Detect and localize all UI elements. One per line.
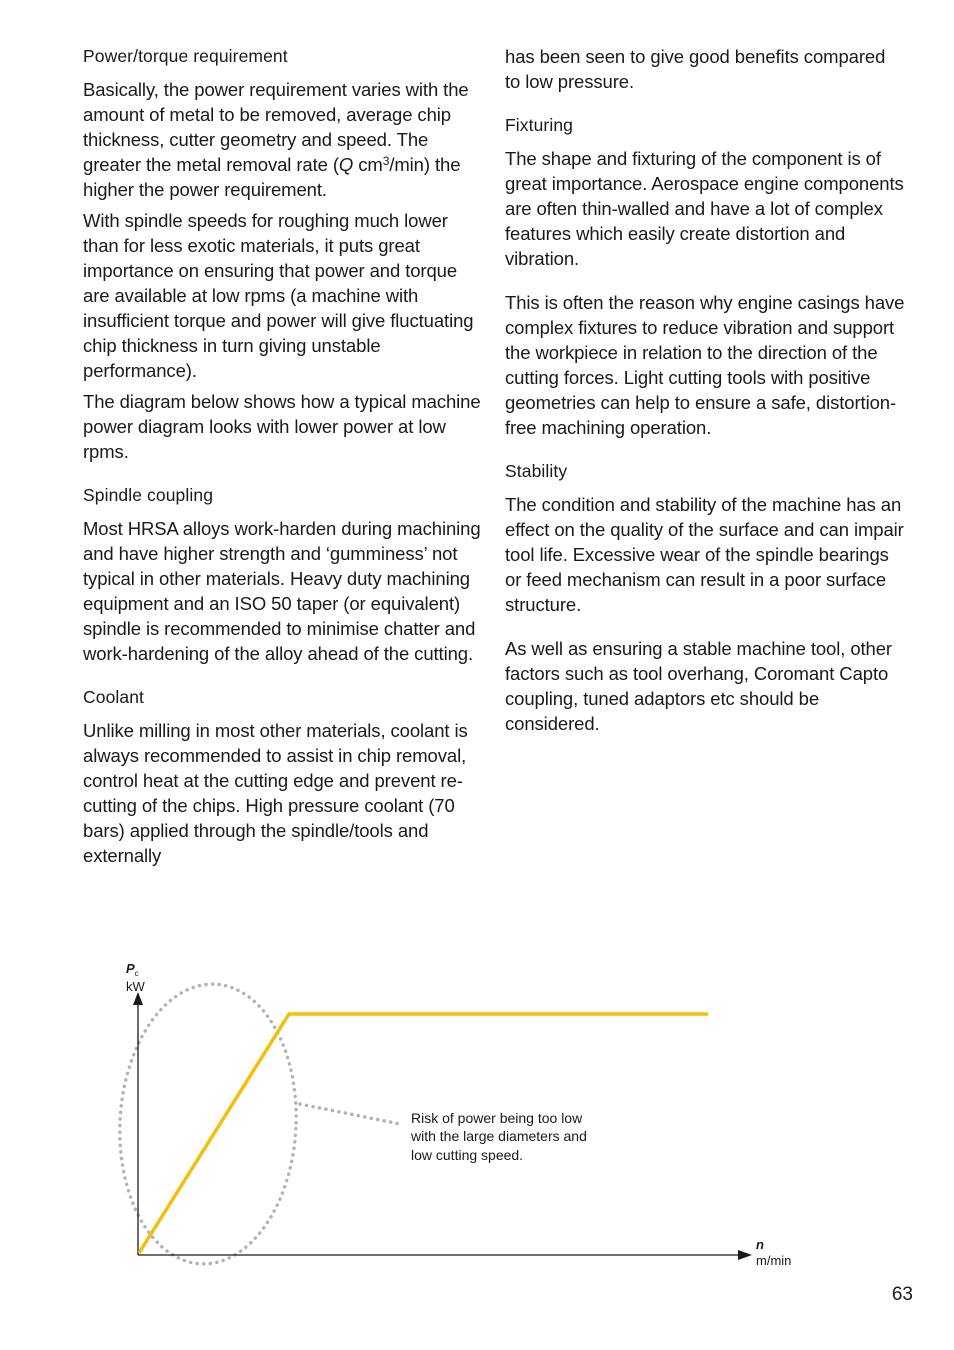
low-power-highlight-ellipse bbox=[113, 980, 303, 1269]
y-axis-symbol: $P_c$ bbox=[126, 961, 139, 978]
annotation-line-2: with the large diameters and bbox=[411, 1128, 587, 1144]
annotation-line-1: Risk of power being too low bbox=[411, 1110, 583, 1126]
paragraph-power-requirement bbox=[83, 77, 483, 202]
annotation-line-3: low cutting speed. bbox=[411, 1147, 524, 1163]
y-axis-unit: kW bbox=[126, 979, 145, 994]
text-part: /min) the higher the power requirement. bbox=[83, 154, 461, 200]
paragraph-spindle-coupling: Most HRSA alloys work-harden during machining and have higher strength and ‘gumminess’ not typical in other materials. Heavy duty machining equipment and an ISO 50 taper (or equivalent) spindle is recommended to minimise chatter and work-hardening of the alloy ahead of the cutting. bbox=[83, 518, 481, 664]
right-column bbox=[505, 44, 905, 742]
paragraph-diagram-intro: The diagram below shows how a typical machine power diagram looks with lower power at low rpms. bbox=[83, 391, 481, 462]
symbol-q: Q bbox=[338, 154, 354, 175]
paragraph-spindle-speeds: With spindle speeds for roughing much lower than for less exotic materials, it puts great importance on ensuring that power and torque are available at low rpms (a machine with insufficient torque and power will give fluctuating chip thickness in turn giving unstable performance). bbox=[83, 210, 474, 381]
y-axis-subscript: c bbox=[134, 969, 139, 978]
heading-coolant: Coolant bbox=[83, 687, 145, 707]
heading-spindle-coupling: Spindle coupling bbox=[83, 485, 214, 505]
paragraph-stability-2: As well as ensuring a stable machine tool, other factors such as tool overhang, Coromant Capto coupling, tuned adaptors etc should be considered. bbox=[505, 638, 892, 734]
paragraph-fixturing-1: The shape and fixturing of the component is of great importance. Aerospace engine components are often thin-walled and have a lot of complex features which easily create distortion and vibration. bbox=[505, 148, 904, 269]
heading-fixturing: Fixturing bbox=[505, 115, 574, 135]
left-column bbox=[83, 44, 483, 874]
x-axis-unit: m/min bbox=[756, 1253, 792, 1268]
superscript-3: 3 bbox=[382, 154, 390, 168]
paragraph-fixturing-2: This is often the reason why engine casings have complex fixtures to reduce vibration and support the workpiece in relation to the direction of the cutting forces. Light cutting tools with positive geometries can help to ensure a safe, distortion-free machining operation. bbox=[505, 292, 905, 438]
paragraph-coolant: Unlike milling in most other materials, coolant is always recommended to assist in chip removal, control heat at the cutting edge and prevent re-cutting of the chips. High pressure coolant (70 bars) applied through the spindle/tools and externally bbox=[83, 720, 468, 866]
heading-power-torque: Power/torque requirement bbox=[83, 46, 288, 66]
text-part: Basically, the power requirement varies with the amount of metal to be removed, average chip thickness, cutter geometry and speed. The greater the metal removal rate ( bbox=[83, 79, 469, 175]
text-part: cm bbox=[353, 154, 383, 175]
x-axis-arrow bbox=[738, 1250, 752, 1260]
annotation-leader-line bbox=[300, 1104, 400, 1124]
paragraph-coolant-continued: has been seen to give good benefits compared to low pressure. bbox=[505, 46, 886, 92]
page-number: 63 bbox=[891, 1284, 913, 1305]
paragraph-stability-1: The condition and stability of the machine has an effect on the quality of the surface and can impair tool life. Excessive wear of the spindle bearings or feed mechanism can result in a poor surface structure. bbox=[505, 494, 904, 615]
heading-stability: Stability bbox=[505, 461, 568, 481]
x-axis-symbol: n bbox=[756, 1237, 764, 1252]
power-diagram bbox=[0, 950, 954, 1290]
